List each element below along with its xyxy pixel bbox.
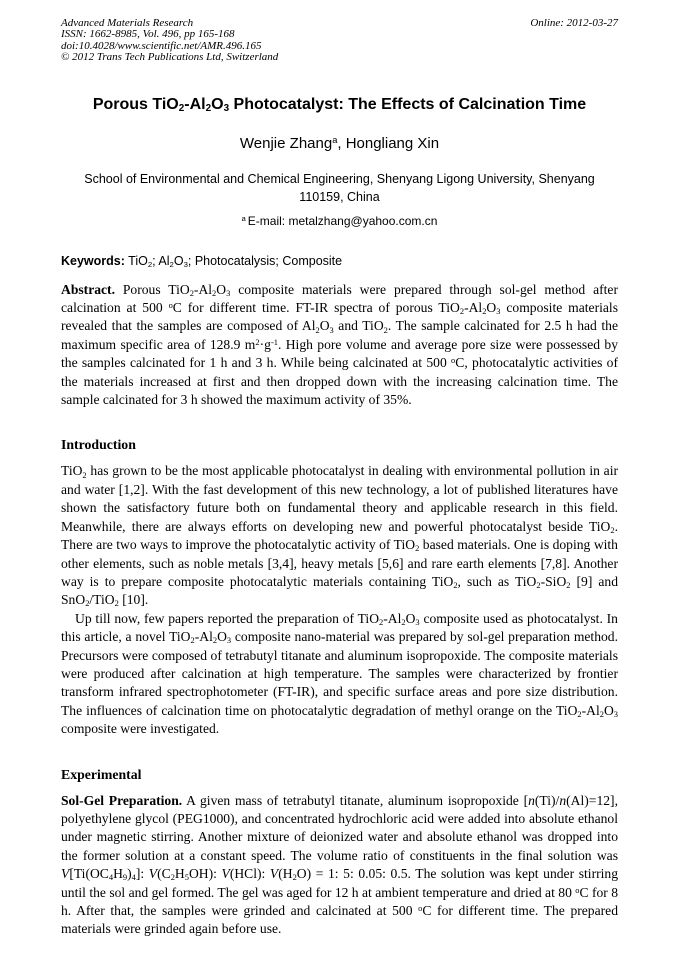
introduction-paragraph-1: TiO$_2$ has grown to be the most applicable photocatalyst in dealing with environmental pollution in air and water [1,2]. With the fast development of this new technology, a lot of published literatures have shown the satisfactory future both on fundamental theory and applicable research in this field. Meanwhile, there are always efforts on developing new and powerful photocatalyst beside TiO$_2$. There are two ways to improve the photocatalytic activity of TiO$_2$ based materials. One is doping with other elements, such as noble metals [3,4], heavy metals [5,6] and rare earth elements [7,8]. Another way is to prepare composite photocatalytic materials containing TiO$_2$, such as TiO$_2$-SiO$_2$ [9] and SnO$_2$/TiO$_2$ [10]. [61,463,618,609]
issn-volume-line: ISSN: 1662-8985, Vol. 496, pp 165-168 [61,28,235,41]
experimental-paragraph: Sol-Gel Preparation. A given mass of tetrabutyl titanate, aluminum isopropoxide [n(Ti)/n(Al)=12], polyethylene glycol (PEG1000), and concentrated hydrochloric acid were added into absolute ethanol under magnetic stirring. Another mixture of deionized water and absolute ethanol was dropped into the former solution at a constant speed. The volume ratio of constituents in the final solution was $V[Ti(OC_4H_9)_4]$: $V(C_2H_5OH)$: V(HCl): $V(H_2O) = 1$: 5: 0.05: 0.5. The solution was kept under stirring until the sol and gel formed. The gel was aged for 12 h at ambient temperature and dried at 80 $^o$C for 8 h. After that, the samples were grinded and calcinated at 500 $^o$C for different time. The prepared materials were grinded again before use. [61,792,618,937]
doi-line: doi:10.4028/www.scientific.net/AMR.496.165 [61,39,262,52]
introduction-paragraph-2: Up till now, few papers reported the preparation of $TiO_2-Al_2O_3$ composite used as photocatalyst. In this article, a novel $TiO_2-Al_2O_3$ composite nano-material was prepared by sol-gel preparation method. Precursors were composed of tetrabutyl titanate and aluminum isopropoxide. The composite materials were produced after calcination at high temperature. The samples were characterized by frontier transform infrared spectrophotometer (FT-IR), and specific surface areas and pore size distribution. The influences of calcination time on photocatalytic degradation of methyl orange on the $TiO_2-Al_2O_3$ composite were investigated. [61,610,618,737]
keywords-line: Keywords: TiO$_2$; $Al_2O_3$; Photocatalysis; Composite [61,253,343,269]
copyright-line: © 2012 Trans Tech Publications Ltd, Switzerland [61,51,279,64]
abstract-paragraph: Abstract. Porous $TiO_2-Al_2O_3$ composite materials were prepared through sol-gel method after calcination at 500 $^o$C for different time. FT-IR spectra of porous $TiO_2-Al_2O_3$ composite materials revealed that the samples are composed of $Al_2O_3$ and TiO$_2$. The sample calcinated for 2.5 h had the maximum specific area of 128.9 $m^2\cdot g^{-1}$. High pore volume and average pore size were possessed by the samples calcinated for 1 h and 3 h. While being calcinated at 500 $^o$C, photocatalytic activities of the materials increased at first and then dropped down with the increasing calcination time. The sample calcinated for 3 h showed the maximum activity of 35%. [61,281,619,408]
journal-header [61,18,618,64]
section-heading-introduction: Introduction [61,437,136,453]
online-date: Online: 2012-03-27 [530,17,618,29]
email-line: $^a$ E-mail: metalzhang@yahoo.com.cn [241,213,438,228]
authors-line: Wenjie Zhang$^a$, Hongliang Xin [239,134,440,152]
affiliation-line: School of Environmental and Chemical Engineering, Shenyang Ligong University, Shenyang 110159, China [84,171,595,204]
journal-name: Advanced Materials Research [61,17,194,29]
section-heading-experimental: Experimental [61,766,142,782]
paper-title: Porous $TiO_2-Al_2O_3$ Photocatalyst: The Effects of Calcination Time [92,95,587,115]
journal-header-left [61,18,278,64]
